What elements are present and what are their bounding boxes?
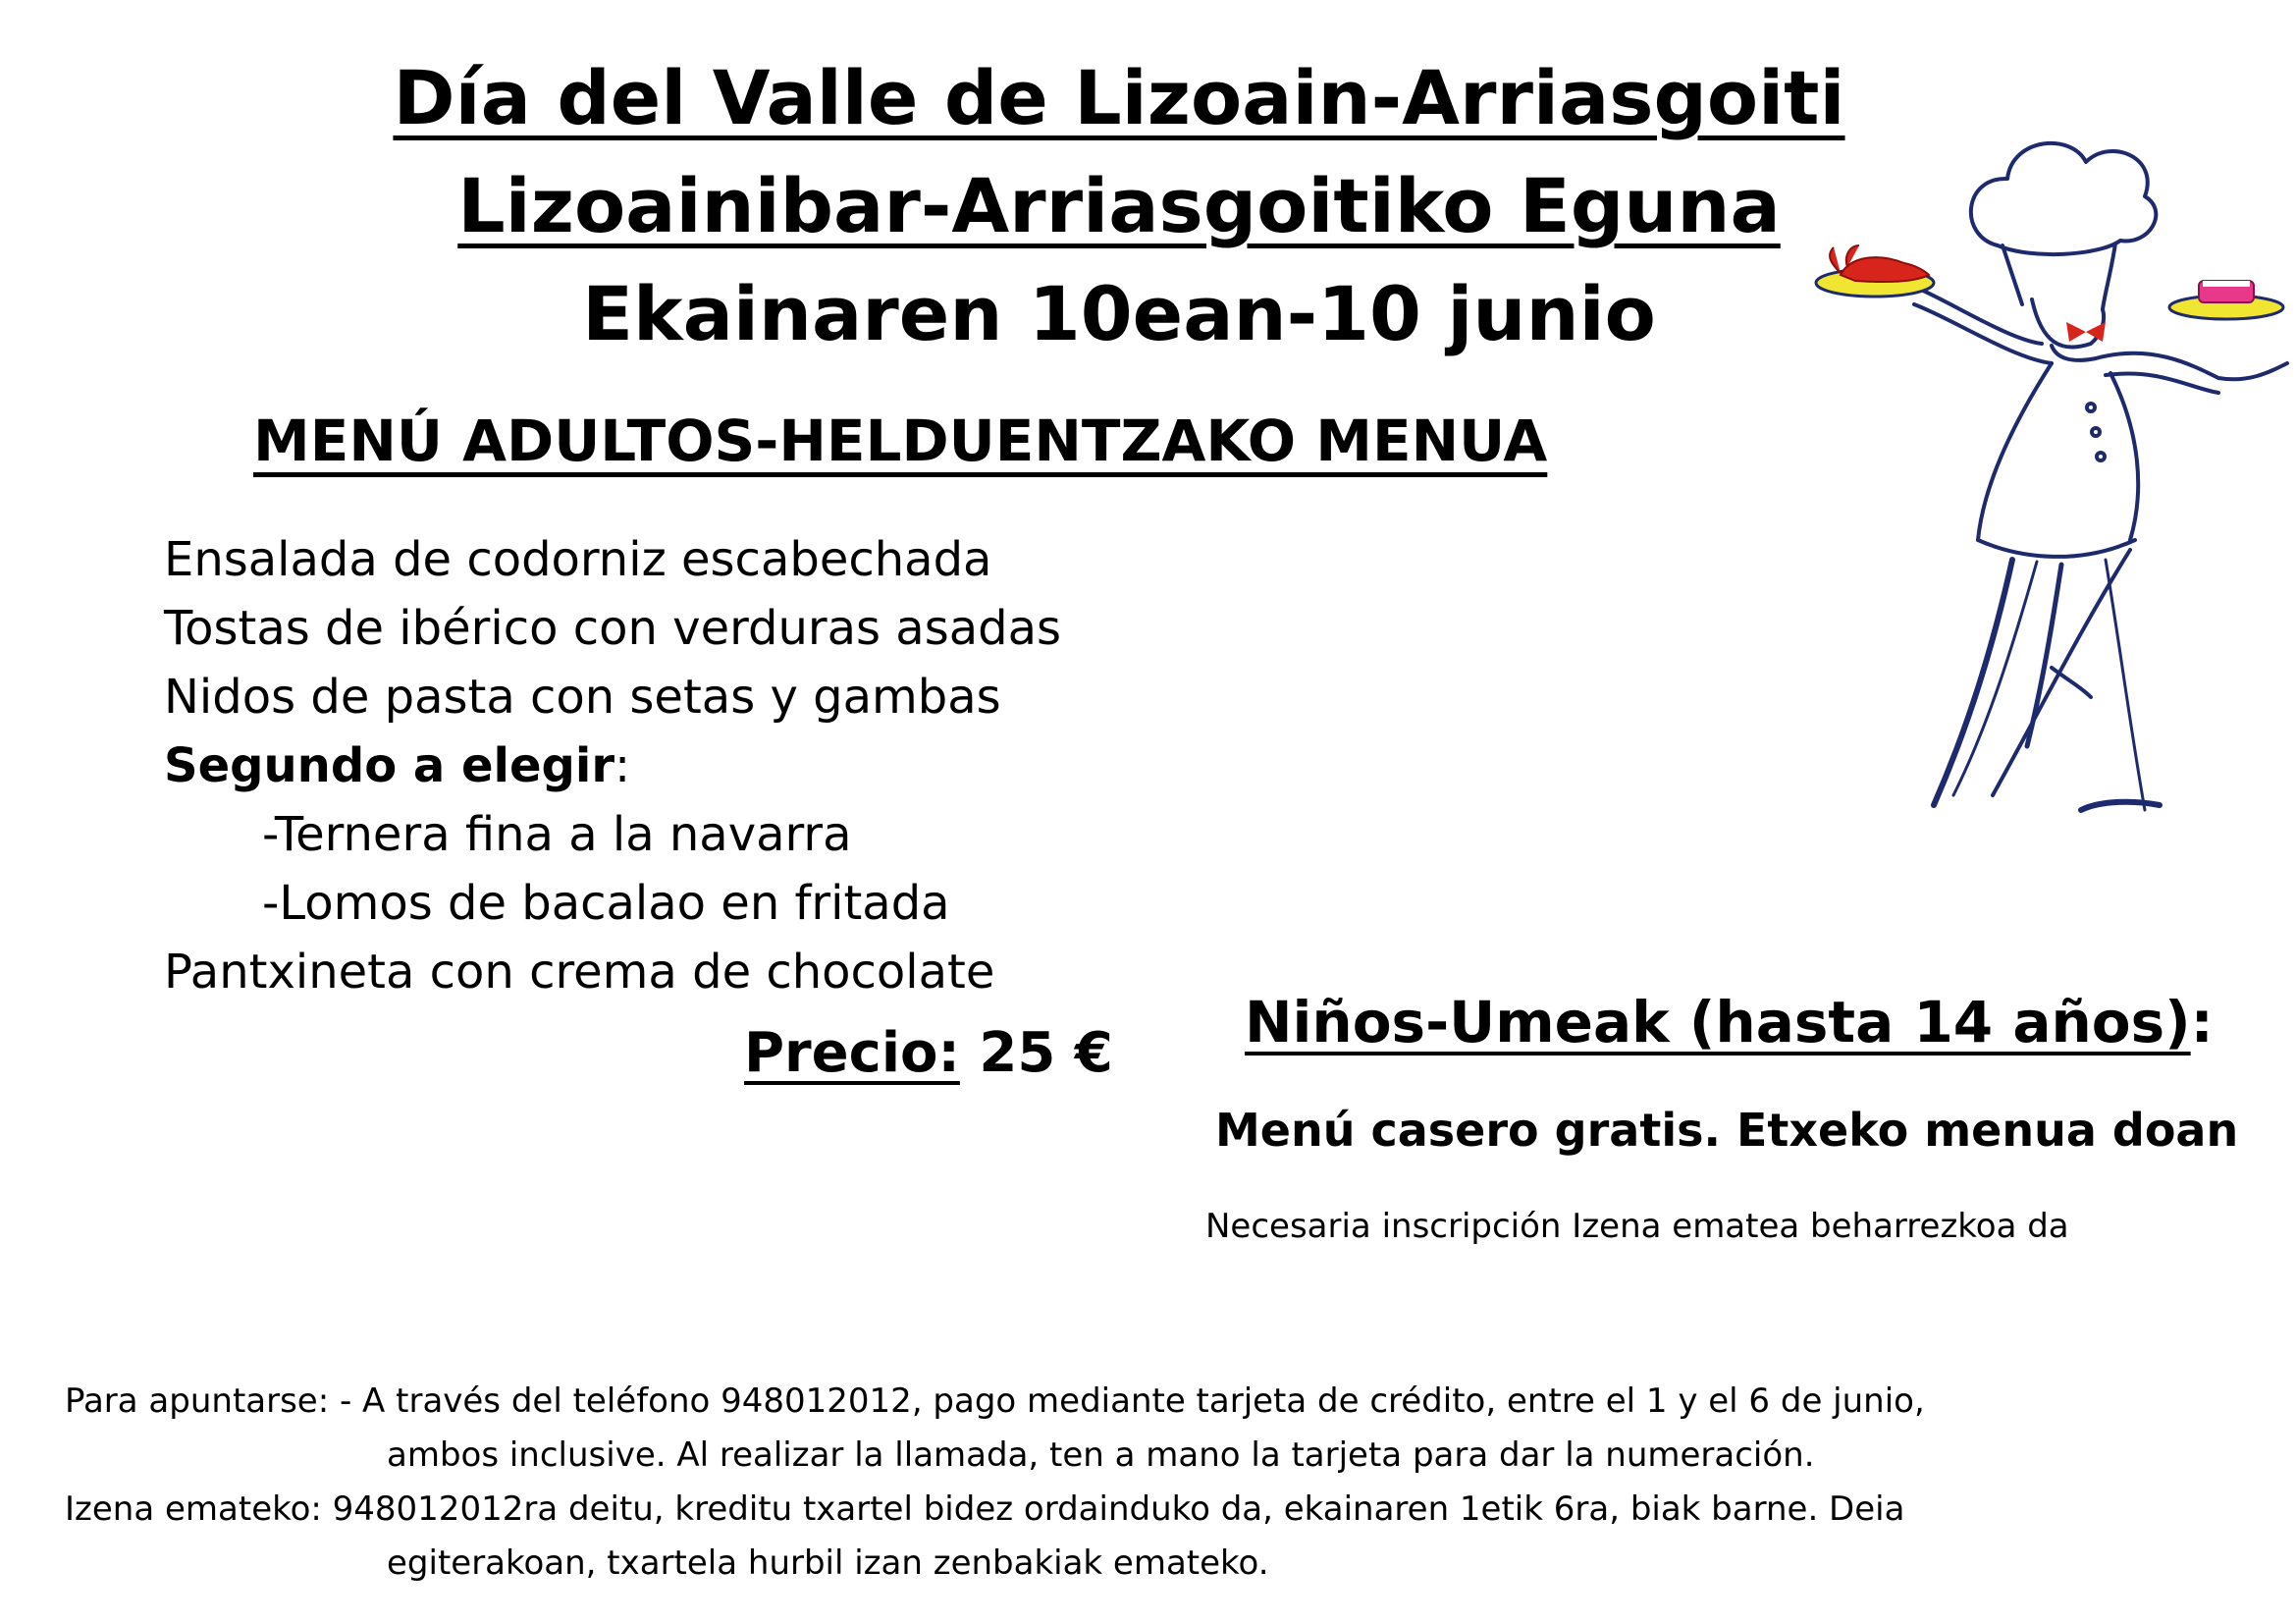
footer-line-2: ambos inclusive. Al realizar la llamada, ten a mano la tarjeta para dar la numeración. — [387, 1435, 1815, 1475]
title-line-2: Lizoainibar-Arriasgoitiko Eguna — [457, 162, 1781, 249]
bow-tie-icon — [2066, 322, 2106, 342]
price-value: 25 € — [959, 1021, 1113, 1085]
adult-menu-heading: MENÚ ADULTOS-HELDUENTZAKO MENUA — [253, 407, 1548, 474]
menu-option-ternera: -Ternera fina a la navarra — [262, 807, 852, 862]
second-course-label: Segundo a elegir: — [164, 738, 631, 793]
title-line-3: Ekainaren 10ean-10 junio — [582, 270, 1656, 357]
price — [744, 1021, 1113, 1085]
lobster-icon — [1830, 245, 1929, 282]
menu-option-bacalao: -Lomos de bacalao en fritada — [262, 876, 950, 931]
registration-note: Necesaria inscripción Izena ematea beharrezkoa da — [1205, 1207, 2069, 1246]
price-label: Precio: — [744, 1021, 960, 1085]
chef-hat-icon — [1971, 143, 2156, 254]
chef-illustration — [1757, 118, 2296, 835]
menu-item-pasta: Nidos de pasta con setas y gambas — [164, 670, 1001, 725]
title-line-1: Día del Valle de Lizoain-Arriasgoiti — [393, 54, 1845, 141]
menu-item-salad: Ensalada de codorniz escabechada — [164, 532, 992, 587]
footer-line-1: Para apuntarse: - A través del teléfono 948012012, pago mediante tarjeta de crédito, entre el 1 y el 6 de junio, — [65, 1381, 1925, 1421]
footer-instructions — [65, 1375, 1925, 1591]
adult-menu-list — [164, 525, 1061, 1006]
menu-item-tostas: Tostas de ibérico con verduras asadas — [164, 601, 1062, 656]
kids-heading: Niños-Umeak (hasta 14 años): — [1245, 989, 2214, 1056]
kids-menu: Menú casero gratis. Etxeko menua doan — [1215, 1104, 2239, 1157]
menu-item-dessert: Pantxineta con crema de chocolate — [164, 945, 995, 1000]
footer-line-4: egiterakoan, txartela hurbil izan zenbakiak emateko. — [387, 1543, 1269, 1583]
footer-line-3: Izena emateko: 948012012ra deitu, kreditu txartel bidez ordainduko da, ekainaren 1etik 6ra, biak barne. Deia — [65, 1489, 1905, 1529]
